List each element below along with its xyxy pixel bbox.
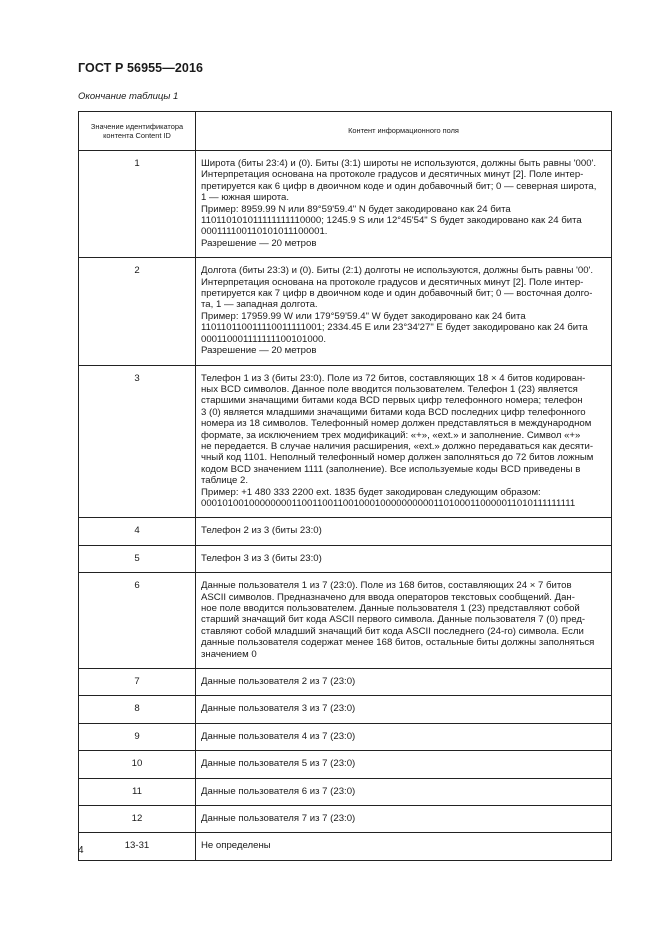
content-line: Разрешение — 20 метров [201,237,317,249]
table-row [79,518,612,545]
content-line: таблице 2. [201,475,249,487]
content-description-cell [196,365,612,518]
content-line: 3 (0) является младшими значащими битами кода BCD последних цифр телефонного [201,406,586,418]
content-id-cell: 12 [79,806,196,833]
content-line: 110110101011111111110000; 1245.9 S или 12°45'54" S будет закодировано как 24 бита [201,215,582,227]
content-description-cell [196,723,612,750]
content-line: старший значащий бит кода ASCII первого символа. Данные пользователя 7 (0) пред- [201,614,586,626]
content-line: значением 0 [201,648,257,660]
content-id-cell: 4 [79,518,196,545]
content-id-table [78,111,612,861]
document-header: ГОСТ Р 56955—2016 [78,61,204,75]
content-line: старшими значащими битами кода BCD первых цифр телефонного номера; телефон [201,395,583,407]
content-line: Разрешение — 20 метров [201,345,317,357]
content-description-cell [196,751,612,778]
content-line: номера из 18 символов. Телефонный номер должен представляться в международном [201,418,592,430]
content-line: ное поле вводится пользователем. Данные пользователя 1 (23) представляют собой [201,603,580,614]
content-line: Пример: 17959.99 W или 179°59'59.4" W будет закодировано как 24 бита [201,310,526,322]
content-description-cell [196,258,612,365]
content-line: Пример: 8959.99 N или 89°59'59.4" N будет закодировано как 24 бита [201,203,511,215]
content-id-cell: 8 [79,696,196,723]
table-row [79,723,612,750]
table-row [79,151,612,258]
table-row [79,669,612,696]
content-line: Телефон 1 из 3 (биты 23:0). Поле из 72 битов, составляющих 18 × 4 битов кодирован- [201,372,586,384]
content-description-cell [196,696,612,723]
table-body [79,151,612,861]
content-line: Данные пользователя 6 из 7 (23:0) [201,785,356,797]
content-line: не передается. В случае наличия расширения, «ext.» должно передаваться как десяти- [201,440,594,452]
content-line: Интерпретация основана на протоколе градусов и десятичных минут [2]. Поле интер- [201,169,584,181]
content-line: ных BCD символов. Данное поле вводится пользователем. Телефон 1 (23) является [201,383,578,395]
content-line: Телефон 2 из 3 (биты 23:0) [201,525,322,537]
content-line: 1 — южная широта. [201,192,290,204]
table-row [79,365,612,518]
content-line: чный код 1101. Неполный телефонный номер должен заполняться до 72 битов ложным [201,452,594,464]
content-line: Не определены [201,840,271,852]
content-line: претируется как 6 цифр в двоичном коде и один добавочный бит; 0 — северная широта, [201,180,597,192]
content-id-cell: 3 [79,365,196,518]
content-line: данные пользователя содержат менее 168 битов, остальные биты должны заполняться [201,637,595,649]
content-line: та, 1 — западная долгота. [201,299,318,311]
table-row [79,573,612,669]
content-line: Данные пользователя 7 из 7 (23:0) [201,813,356,825]
content-line: Данные пользователя 4 из 7 (23:0) [201,730,356,742]
content-description-cell [196,151,612,258]
content-line: 000110001111111100101000. [201,333,327,345]
content-line: Широта (биты 23:4) и (0). Биты (3:1) широты не используются, должны быть равны '000'. [201,158,597,169]
content-line: претируется как 7 цифр в двоичном коде и один добавочный бит; 0 — восточная долго- [201,288,593,300]
content-line: Данные пользователя 1 из 7 (23:0). Поле из 168 битов, составляющих 24 × 7 битов [201,580,572,592]
table-row [79,258,612,365]
table-row [79,833,612,860]
content-line: Данные пользователя 2 из 7 (23:0) [201,676,356,688]
content-line: 110110110011110011111001; 2334.45 E или 23°34'27" E будет закодировано как 24 бита [201,322,588,334]
content-description-cell [196,833,612,860]
table-row [79,696,612,723]
content-description-cell [196,778,612,805]
content-line: Пример: +1 480 333 2200 ext. 1835 будет закодирован следующим образом: [201,486,541,498]
content-line: Телефон 3 из 3 (биты 23:0) [201,552,322,564]
table-caption: Окончание таблицы 1 [78,91,179,102]
table-row [79,806,612,833]
header-content-field: Контент информационного поля [196,112,612,151]
content-id-cell: 10 [79,751,196,778]
content-line: формате, за исключением трех модификаций: «+», «ext.» и заполнение. Символ «+» [201,429,581,441]
table-row [79,751,612,778]
content-id-cell: 6 [79,573,196,669]
content-line: ставляют собой младший значащий бит кода ASCII последнего (24-го) символа. Если [201,625,584,637]
content-line: 000101001000000001100110011001000100000000001101000110000011010111111111 [201,497,576,509]
content-description-cell [196,518,612,545]
content-line: ASCII символов. Предназначено для ввода операторов текстовых сообщений. Дан- [201,591,575,603]
content-id-cell: 2 [79,258,196,365]
content-line: 000111100110101011100001. [201,226,328,238]
content-id-cell: 9 [79,723,196,750]
page-number: 4 [78,845,84,856]
content-line: кодом BCD значением 1111 (заполнение). Все используемые коды BCD приведены в [201,463,581,475]
content-id-cell: 7 [79,669,196,696]
content-line: Долгота (биты 23:3) и (0). Биты (2:1) долготы не используются, должны быть равны '00'. [201,265,594,277]
content-id-cell: 13-31 [79,833,196,860]
header-content-id: Значение идентификатора контента Content ID [79,112,196,151]
content-id-cell: 1 [79,151,196,258]
content-line: Данные пользователя 5 из 7 (23:0) [201,758,356,770]
content-description-cell [196,669,612,696]
content-description-cell [196,806,612,833]
content-id-cell: 11 [79,778,196,805]
content-line: Данные пользователя 3 из 7 (23:0) [201,703,356,715]
content-id-cell: 5 [79,545,196,572]
table-row [79,545,612,572]
content-line: Интерпретация основана на протоколе градусов и десятичных минут [2]. Поле интер- [201,276,584,288]
table-header-row [79,112,612,151]
content-description-cell [196,545,612,572]
content-description-cell [196,573,612,669]
table-row [79,778,612,805]
